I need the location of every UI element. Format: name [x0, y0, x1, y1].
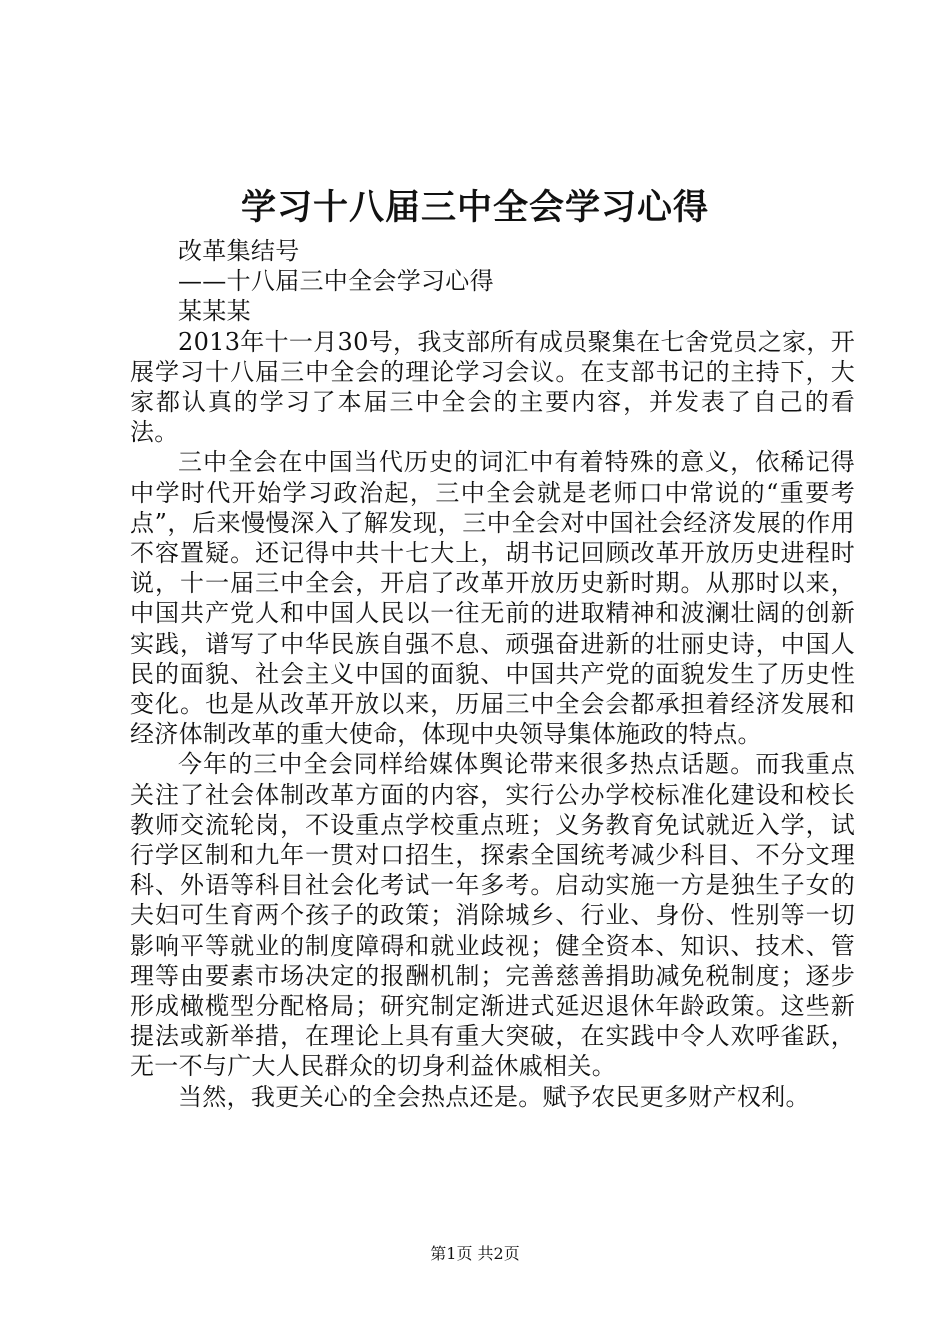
paragraph-2: 三中全会在中国当代历史的词汇中有着特殊的意义，依稀记得中学时代开始学习政治起，三中全会就是老师口中常说的“重要考点”，后来慢慢深入了解发现，三中全会对中国社会经济发展的作用不容置疑。还记得中共十七大上，胡书记回顾改革开放历史进程时说，十一届三中全会，开启了改革开放历史新时期。从那时以来，中国共产党人和中国人民以一往无前的进取精神和波澜壮阔的创新实践，谱写了中华民族自强不息、顽强奋进新的壮丽史诗，中国人民的面貌、社会主义中国的面貌、中国共产党的面貌发生了历史性变化。也是从改革开放以来，历届三中全会会都承担着经济发展和经济体制改革的重大使命，体现中央领导集体施政的特点。: [130, 448, 855, 749]
document-body: [130, 236, 855, 1112]
paragraph-author: 某某某: [178, 297, 251, 326]
page-footer: 第1页 共2页: [430, 1244, 520, 1263]
paragraph-3: 今年的三中全会同样给媒体舆论带来很多热点话题。而我重点关注了社会体制改革方面的内容，实行公办学校标准化建设和校长教师交流轮岗，不设重点学校重点班；义务教育免试就近入学，试行学区制和九年一贯对口招生，探索全国统考减少科目、不分文理科、外语等科目社会化考试一年多考。启动实施一方是独生子女的夫妇可生育两个孩子的政策；消除城乡、行业、身份、性别等一切影响平等就业的制度障碍和就业歧视；健全资本、知识、技术、管理等由要素市场决定的报酬机制；完善慈善捐助减免税制度；逐步形成橄榄型分配格局；研究制定渐进式延迟退休年龄政策。这些新提法或新举措，在理论上具有重大突破，在实践中令人欢呼雀跃，无一不与广大人民群众的切身利益休戚相关。: [130, 750, 855, 1081]
paragraph-subtitle: 改革集结号: [178, 237, 300, 265]
paragraph-subheading: ——十八届三中全会学习心得: [178, 267, 494, 296]
paragraph-1: 2013年十一月30号，我支部所有成员聚集在七舍党员之家，开展学习十八届三中全会的理论学习会议。在支部书记的主持下，大家都认真的学习了本届三中全会的主要内容，并发表了自己的看法。: [130, 327, 855, 447]
document-title: 学习十八届三中全会学习心得: [240, 187, 709, 228]
paragraph-4: 当然，我更关心的全会热点还是。赋予农民更多财产权利。: [178, 1082, 810, 1111]
